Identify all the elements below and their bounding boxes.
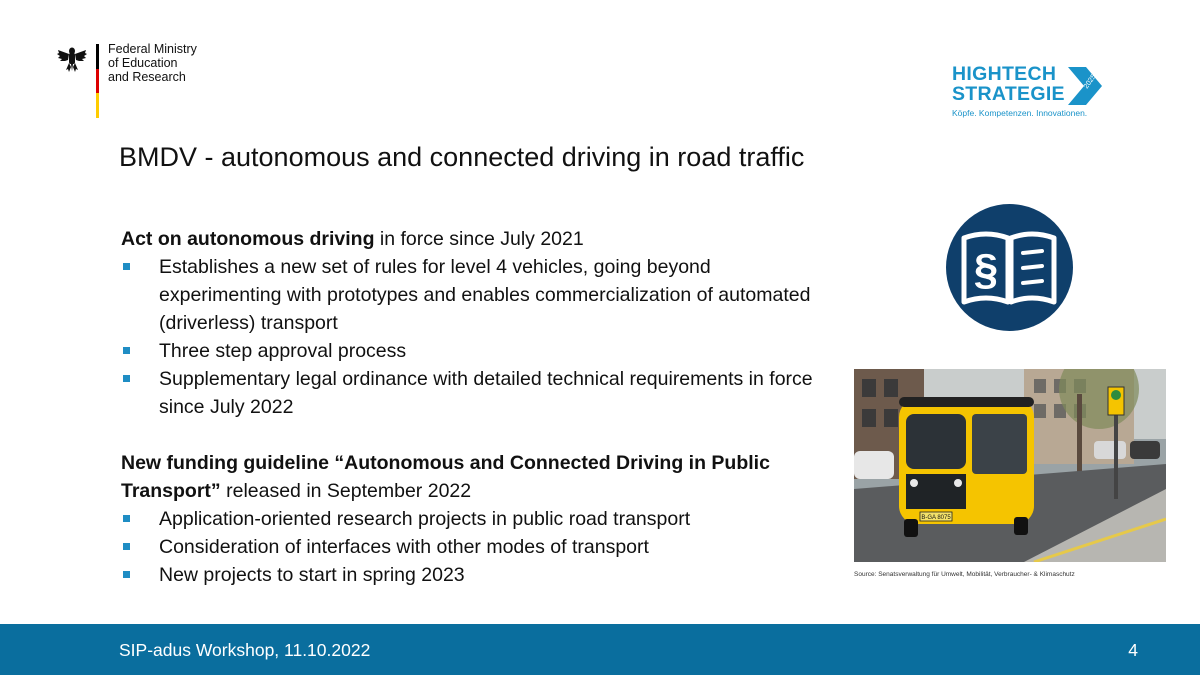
hightech-badge-icon <box>1068 67 1102 105</box>
ministry-line-1: Federal Ministry <box>108 42 197 56</box>
list-item: Supplementary legal ordinance with detailed technical requirements in force since July 2022 <box>121 365 821 421</box>
ministry-logo <box>56 42 197 84</box>
license-plate: B-GA 8075 <box>921 515 951 521</box>
section1-list <box>121 253 821 421</box>
ministry-line-2: of Education <box>108 56 178 70</box>
strategie-text: STRATEGIE <box>952 83 1065 105</box>
section2-heading-rest: released in September 2022 <box>220 480 472 502</box>
list-item: Consideration of interfaces with other modes of transport <box>121 533 821 561</box>
section1-heading-bold: Act on autonomous driving <box>121 228 375 250</box>
autonomous-bus-photo <box>854 369 1166 562</box>
law-book-icon <box>946 204 1073 331</box>
list-item: Three step approval process <box>121 337 821 365</box>
section1-heading <box>121 225 821 253</box>
federal-eagle-icon <box>56 42 88 74</box>
section1-heading-rest: in force since July 2021 <box>374 228 584 250</box>
photo-source-caption: Source: Senatsverwaltung für Umwelt, Mobilität, Verbraucher- & Klimaschutz <box>854 571 1075 578</box>
paragraph-symbol: § <box>973 245 999 294</box>
hightech-tagline: Köpfe. Kompetenzen. Innovationen. <box>952 108 1088 118</box>
section2-heading <box>121 449 821 505</box>
slide-title: BMDV - autonomous and connected driving in road traffic <box>119 142 805 172</box>
slide-content <box>121 225 821 589</box>
section2-list <box>121 505 821 589</box>
german-flag-bar <box>96 44 99 118</box>
footer-bar <box>0 624 1200 675</box>
hightech-text: HIGHTECH <box>952 63 1057 85</box>
section2-heading-bold: New funding guideline “Autonomous and Connected Driving in Public Transport” <box>121 452 770 502</box>
list-item: Application-oriented research projects in public road transport <box>121 505 821 533</box>
hightech-strategie-logo <box>952 64 1112 124</box>
hightech-year: 2025 <box>1082 73 1098 91</box>
footer-event: SIP-adus Workshop, 11.10.2022 <box>119 640 371 660</box>
ministry-name <box>108 42 228 84</box>
ministry-line-3: and Research <box>108 70 186 84</box>
list-item: New projects to start in spring 2023 <box>121 561 821 589</box>
list-item: Establishes a new set of rules for level 4 vehicles, going beyond experimenting with prototypes and enables commercialization of automated (driverless) transport <box>121 253 821 337</box>
page-number: 4 <box>1128 640 1138 660</box>
